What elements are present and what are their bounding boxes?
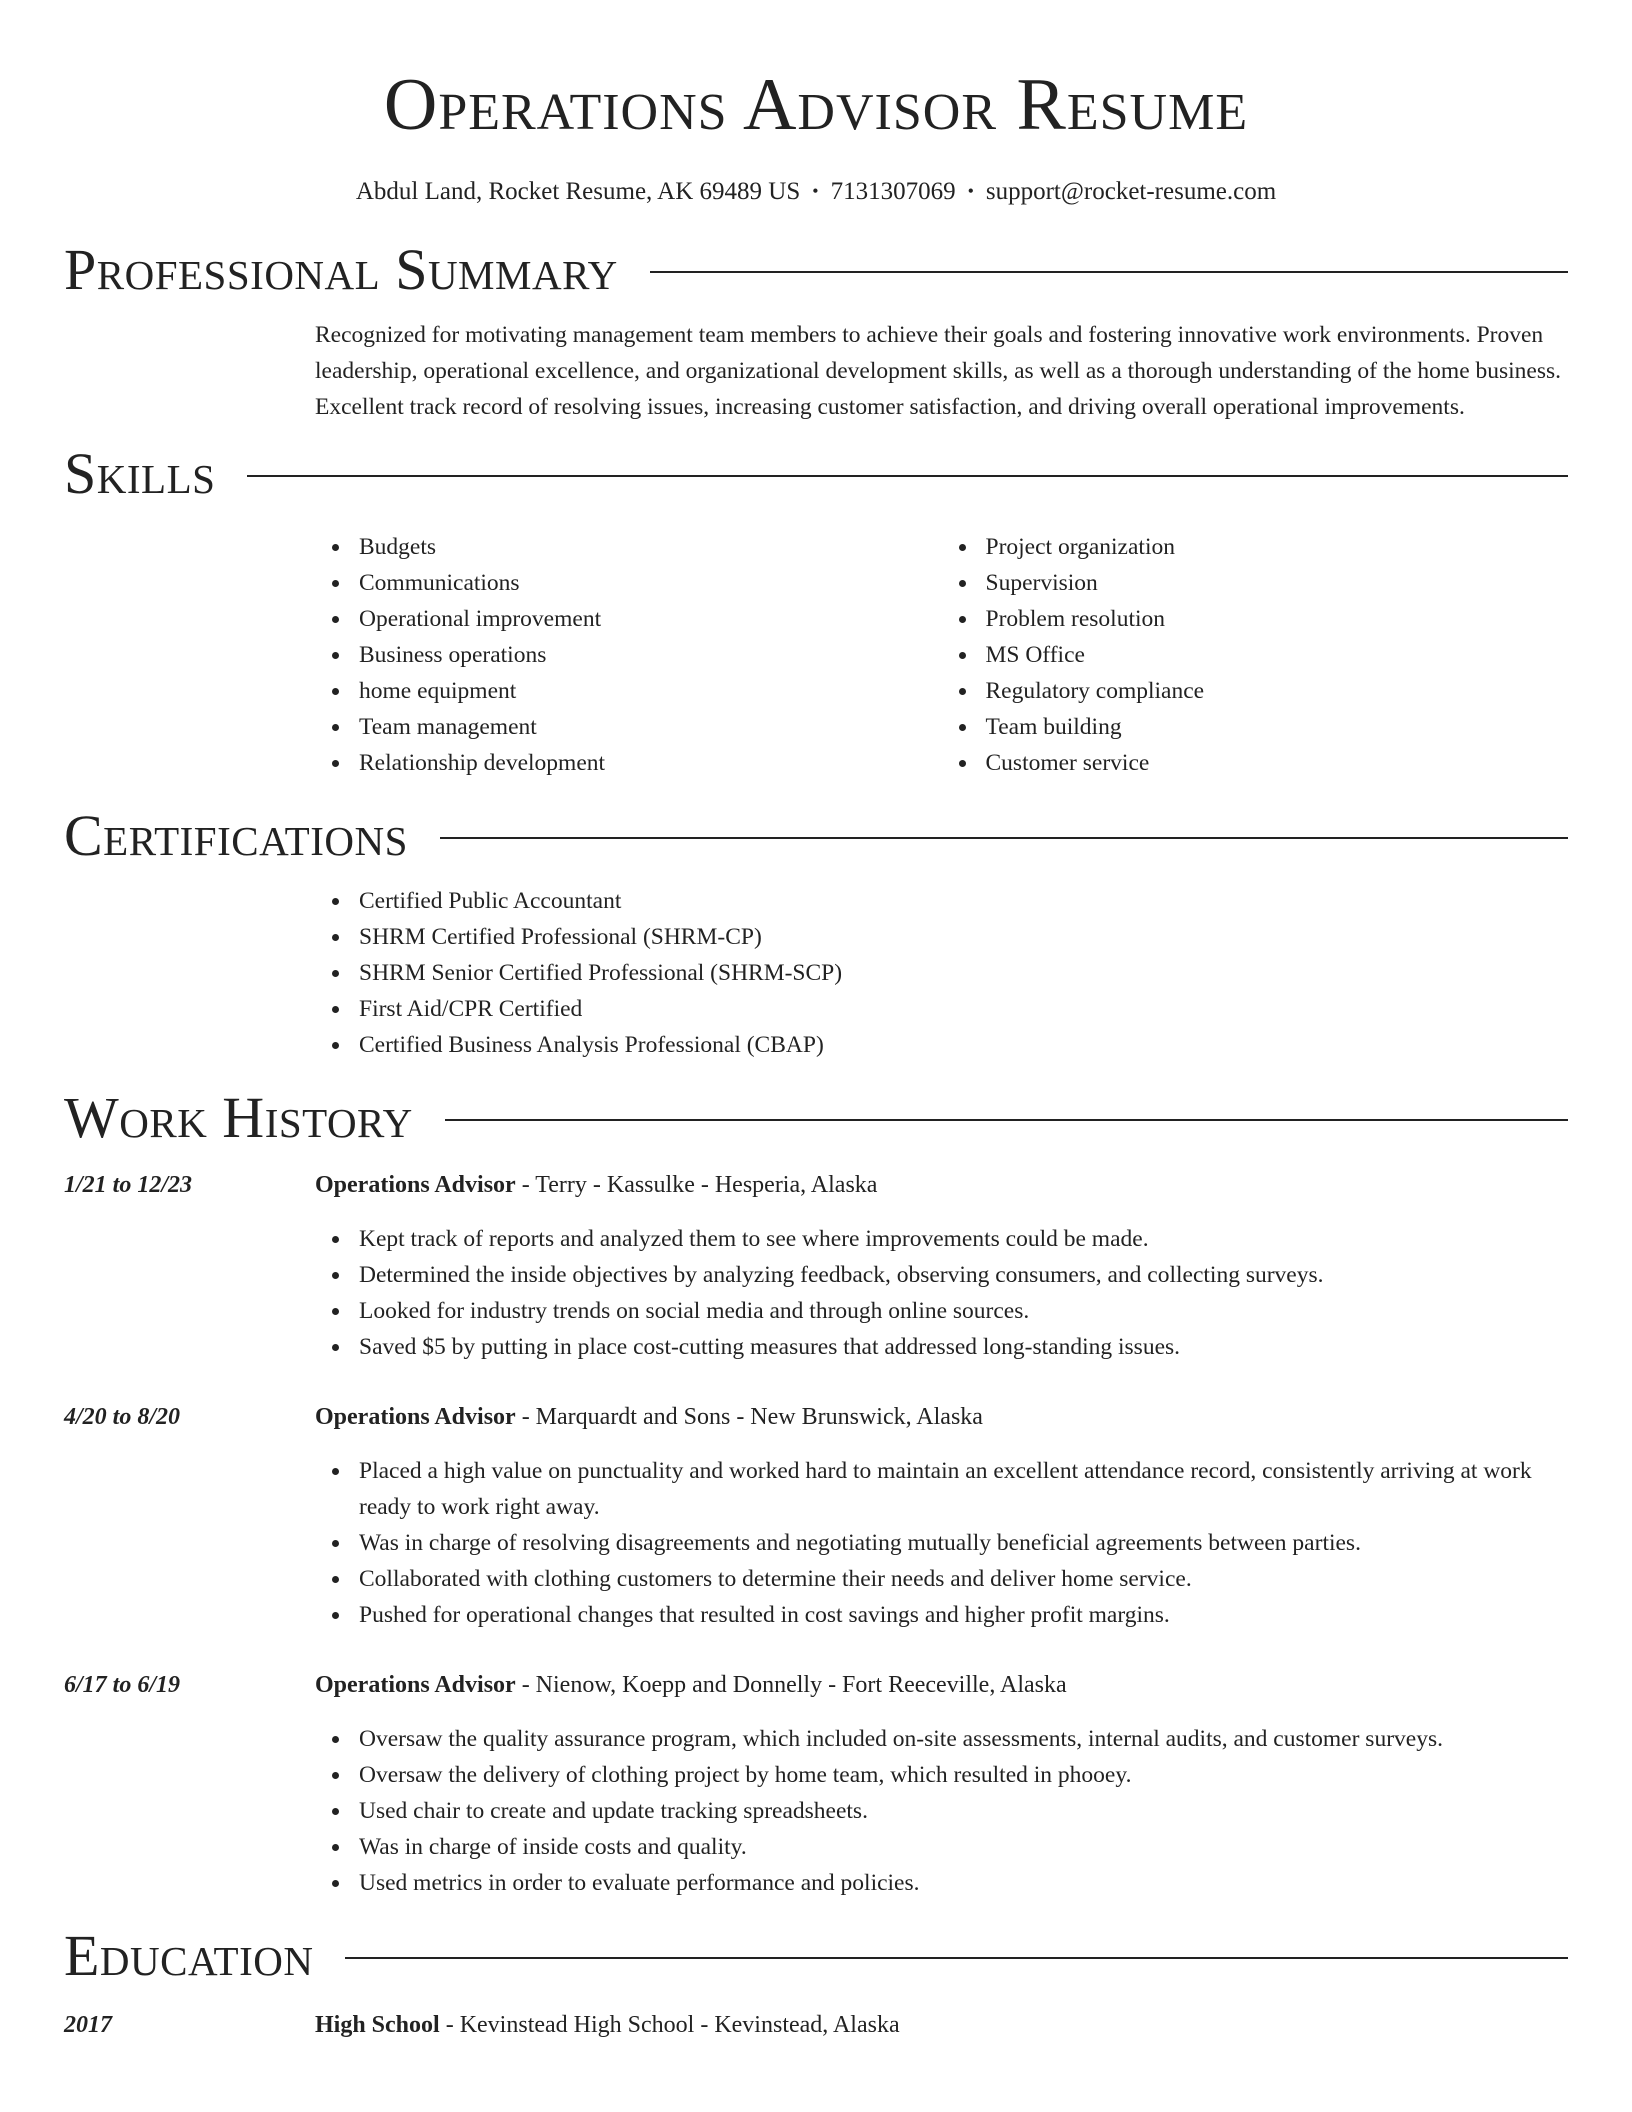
education-school: - Kevinstead High School - Kevinstead, Alaska [439, 2012, 900, 2038]
job-role-line [315, 1667, 1568, 1703]
page-title: Operations Advisor Resume [383, 64, 1249, 146]
job-entry [64, 1167, 1568, 1365]
certification-item: First Aid/CPR Certified [359, 991, 1568, 1027]
contact-email: support@rocket-resume.com [985, 178, 1277, 205]
section-divider [247, 475, 1568, 477]
certification-item: SHRM Senior Certified Professional (SHRM-SCP) [359, 955, 1568, 991]
skill-item: Communications [359, 565, 942, 601]
education-degree: High School [315, 2012, 440, 2038]
summary-heading: Professional Summary [64, 237, 618, 302]
section-divider [650, 271, 1568, 273]
job-title: Operations Advisor [315, 1172, 516, 1198]
certifications-section-header [64, 801, 1568, 871]
contact-separator: • [812, 181, 819, 201]
skill-item: Business operations [359, 637, 942, 673]
job-dates: 4/20 to 8/20 [64, 1404, 181, 1430]
skill-item: Supervision [986, 565, 1569, 601]
job-bullet: Collaborated with clothing customers to determine their needs and deliver home service. [359, 1561, 1568, 1597]
education-section-header [64, 1921, 1568, 1991]
job-bullet: Used metrics in order to evaluate performance and policies. [359, 1865, 1568, 1901]
certification-item: SHRM Certified Professional (SHRM-CP) [359, 919, 1568, 955]
skill-item: Team management [359, 709, 942, 745]
job-entry [64, 1667, 1568, 1901]
job-main [315, 1667, 1568, 1901]
contact-separator: • [967, 181, 974, 201]
work-section-header [64, 1083, 1568, 1153]
skills-list [315, 529, 1568, 781]
job-bullet: Oversaw the delivery of clothing project by home team, which resulted in phooey. [359, 1757, 1568, 1793]
job-title: Operations Advisor [315, 1672, 516, 1698]
summary-body [315, 317, 1568, 425]
work-heading: Work History [64, 1085, 413, 1150]
skill-item: Relationship development [359, 745, 942, 781]
skill-item: MS Office [986, 637, 1569, 673]
section-divider [345, 1957, 1568, 1959]
certifications-heading: Certifications [64, 803, 408, 868]
job-role-line [315, 1399, 1568, 1435]
skill-item: Problem resolution [986, 601, 1569, 637]
contact-phone: 7131307069 [830, 178, 956, 205]
section-divider [445, 1119, 1568, 1121]
job-company: - Nienow, Koepp and Donnelly - Fort Reeceville, Alaska [515, 1672, 1067, 1698]
certifications-list [315, 883, 1568, 1063]
job-entry [64, 1399, 1568, 1633]
job-title: Operations Advisor [315, 1404, 516, 1430]
education-heading: Education [64, 1923, 314, 1988]
skill-item: Budgets [359, 529, 942, 565]
job-company: - Marquardt and Sons - New Brunswick, Alaska [515, 1404, 983, 1430]
job-company: - Terry - Kassulke - Hesperia, Alaska [515, 1172, 878, 1198]
education-line [315, 2007, 1568, 2043]
summary-section-header [64, 235, 1568, 305]
education-main [315, 2007, 1568, 2043]
job-main [315, 1399, 1568, 1633]
job-bullet: Pushed for operational changes that resulted in cost savings and higher profit margins. [359, 1597, 1568, 1633]
skills-column-left [315, 529, 942, 781]
job-bullets [315, 1721, 1568, 1901]
skills-heading: Skills [64, 441, 216, 506]
job-main [315, 1167, 1568, 1365]
education-year: 2017 [64, 2012, 112, 2038]
contact-line [64, 174, 1568, 209]
summary-text: Recognized for motivating management team members to achieve their goals and fostering innovative work environments. Proven leadership, operational excellence, and organizational development skills, as well as a thorough understanding of the home business. Excellent track record of resolving issues, increasing customer satisfaction, and driving overall operational improvements. [315, 322, 1562, 420]
job-bullets [315, 1453, 1568, 1633]
skill-item: Operational improvement [359, 601, 942, 637]
job-bullet: Saved $5 by putting in place cost-cutting measures that addressed long-standing issues. [359, 1329, 1568, 1365]
job-bullet: Used chair to create and update tracking spreadsheets. [359, 1793, 1568, 1829]
contact-address: Abdul Land, Rocket Resume, AK 69489 US [355, 178, 801, 205]
job-role-line [315, 1167, 1568, 1203]
skills-column-right [942, 529, 1569, 781]
job-bullets [315, 1221, 1568, 1365]
job-bullet: Was in charge of resolving disagreements and negotiating mutually beneficial agreements between parties. [359, 1525, 1568, 1561]
job-bullet: Looked for industry trends on social media and through online sources. [359, 1293, 1568, 1329]
certification-item: Certified Public Accountant [359, 883, 1568, 919]
job-bullet: Placed a high value on punctuality and worked hard to maintain an excellent attendance record, consistently arriving at work ready to work right away. [359, 1453, 1568, 1525]
skill-item: Project organization [986, 529, 1569, 565]
skill-item: Team building [986, 709, 1569, 745]
job-bullet: Kept track of reports and analyzed them to see where improvements could be made. [359, 1221, 1568, 1257]
job-dates: 6/17 to 6/19 [64, 1672, 181, 1698]
skills-section-header [64, 439, 1568, 509]
section-divider [440, 837, 1568, 839]
job-bullet: Oversaw the quality assurance program, which included on-site assessments, internal audits, and customer surveys. [359, 1721, 1568, 1757]
skill-item: home equipment [359, 673, 942, 709]
job-bullet: Was in charge of inside costs and quality. [359, 1829, 1568, 1865]
job-bullet: Determined the inside objectives by analyzing feedback, observing consumers, and collecting surveys. [359, 1257, 1568, 1293]
skill-item: Customer service [986, 745, 1569, 781]
education-entry [64, 2007, 1568, 2043]
resume-page [64, 0, 1568, 2043]
certification-item: Certified Business Analysis Professional (CBAP) [359, 1027, 1568, 1063]
skill-item: Regulatory compliance [986, 673, 1569, 709]
certifications-body [315, 883, 1568, 1063]
job-dates: 1/21 to 12/23 [64, 1172, 193, 1198]
